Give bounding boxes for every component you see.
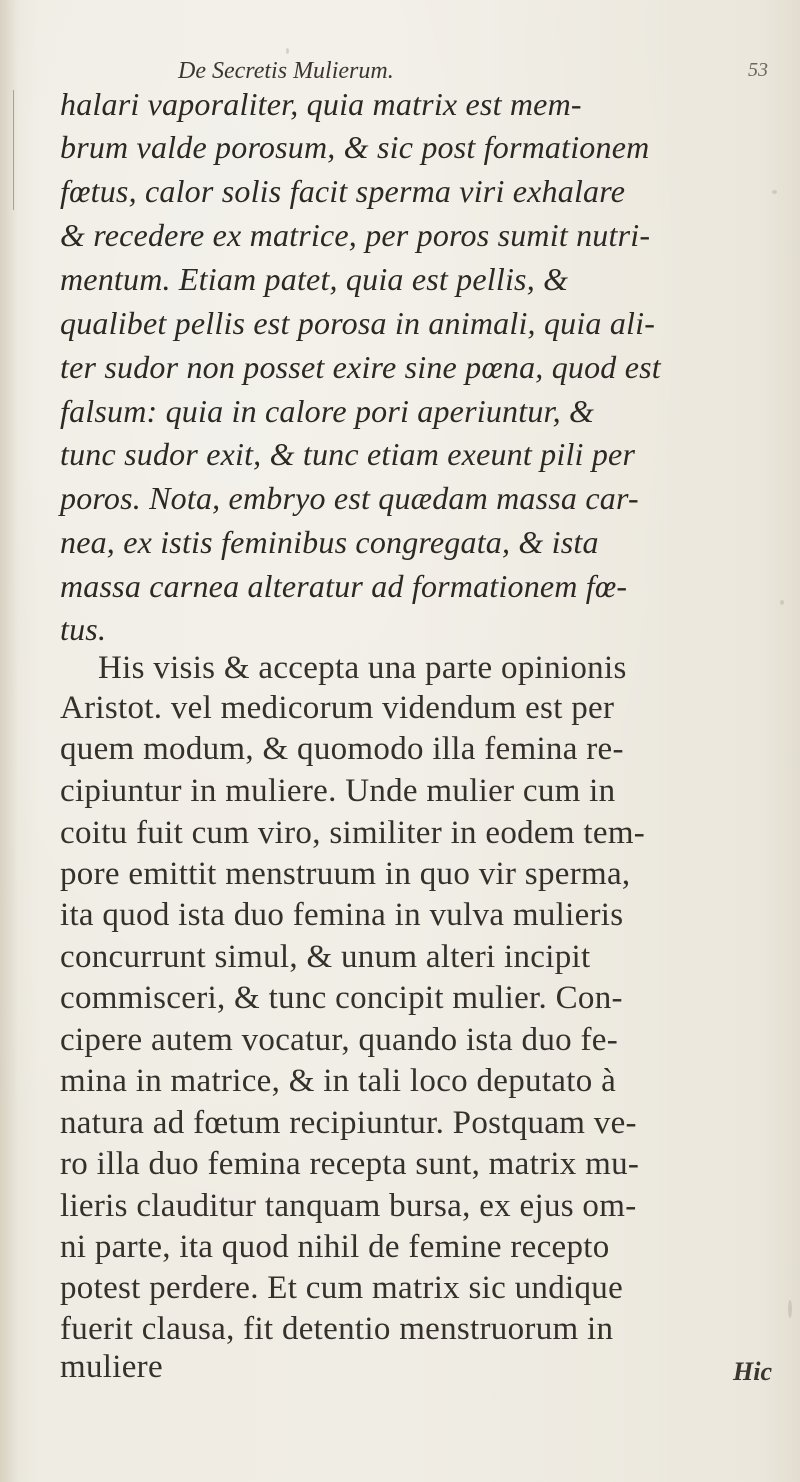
italic-line: falsum: quia in calore pori aperiuntur, & xyxy=(60,393,595,429)
roman-line: mina in matrice, & in tali loco deputato à xyxy=(60,1063,617,1099)
page-number: 53 xyxy=(748,59,768,81)
roman-line: potest perdere. Et cum matrix sic undique xyxy=(60,1270,624,1306)
roman-line: lieris clauditur tanquam bursa, ex ejus om- xyxy=(60,1188,637,1224)
italic-line: massa carnea alteratur ad formationem fœ- xyxy=(60,568,628,604)
italic-line: mentum. Etiam patet, quia est pellis, & xyxy=(60,261,569,297)
roman-line: ro illa duo femina recepta sunt, matrix mu- xyxy=(60,1146,640,1182)
roman-line: quem modum, & quomodo illa femina re- xyxy=(60,731,624,767)
italic-line: tunc sudor exit, & tunc etiam exeunt pili per xyxy=(60,436,636,472)
italic-line: tus. xyxy=(60,611,107,647)
italic-line: ter sudor non posset exire sine pœna, quod est xyxy=(60,349,661,385)
roman-line: His visis & accepta una parte opinionis xyxy=(98,650,627,686)
roman-line: ni parte, ita quod nihil de femine recepto xyxy=(60,1229,610,1265)
running-head: De Secretis Mulierum. xyxy=(178,58,394,84)
italic-line: fœtus, calor solis facit sperma viri exhalare xyxy=(60,173,626,209)
roman-line: concurrunt simul, & unum alteri incipit xyxy=(60,939,591,975)
catchword: Hic xyxy=(733,1357,772,1386)
roman-line: commisceri, & tunc concipit mulier. Con- xyxy=(60,980,623,1016)
roman-line: natura ad fœtum recipiuntur. Postquam ve- xyxy=(60,1105,637,1141)
paper-speck xyxy=(780,600,784,605)
roman-line: muliere xyxy=(60,1349,163,1385)
roman-line: coitu fuit cum viro, similiter in eodem tem- xyxy=(60,815,646,851)
paper-speck xyxy=(788,1300,792,1318)
italic-line: nea, ex istis feminibus congregata, & ista xyxy=(60,524,599,560)
roman-line: ita quod ista duo femina in vulva mulieris xyxy=(60,897,624,933)
paper-speck xyxy=(772,190,777,194)
italic-line: halari vaporaliter, quia matrix est mem- xyxy=(60,86,582,122)
paper-speck xyxy=(286,48,289,54)
roman-line: cipere autem vocatur, quando ista duo fe- xyxy=(60,1022,619,1058)
italic-line: brum valde porosum, & sic post formationem xyxy=(60,129,650,165)
page-gutter-shadow xyxy=(0,0,18,1482)
roman-line: pore emittit menstruum in quo vir sperma, xyxy=(60,856,631,892)
roman-line: cipiuntur in muliere. Unde mulier cum in xyxy=(60,773,616,809)
italic-line: qualibet pellis est porosa in animali, quia ali- xyxy=(60,305,656,341)
roman-line: fuerit clausa, fit detentio menstruorum in xyxy=(60,1311,614,1347)
italic-line: & recedere ex matrice, per poros sumit nutri- xyxy=(60,217,651,253)
italic-line: poros. Nota, embryo est quædam massa car- xyxy=(60,480,639,516)
margin-rule xyxy=(13,90,14,210)
roman-line: Aristot. vel medicorum videndum est per xyxy=(60,690,615,726)
